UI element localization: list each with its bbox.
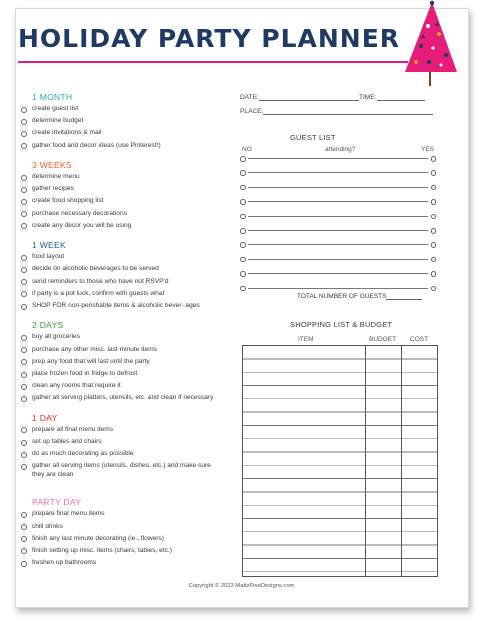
guest-row[interactable] bbox=[240, 228, 436, 236]
guest-row[interactable] bbox=[240, 185, 436, 193]
guest-name-line[interactable] bbox=[248, 230, 428, 231]
guest-no-circle[interactable] bbox=[240, 242, 246, 248]
guest-yes-circle[interactable] bbox=[431, 199, 437, 205]
checklist-item[interactable]: create any decor you will be using bbox=[20, 222, 220, 230]
checklist-section bbox=[20, 320, 220, 402]
guest-name-line[interactable] bbox=[248, 259, 428, 260]
checklist-item[interactable]: gather all serving platters, utensils, etc. and clean if necessary bbox=[20, 394, 220, 402]
total-guests-label: TOTAL NUMBER OF GUESTS bbox=[297, 293, 387, 300]
checklist-item[interactable]: SHOP FOR non-perishable items & alcoholic bever- ages bbox=[20, 302, 220, 310]
section-heading: PARTY DAY bbox=[32, 497, 82, 508]
guest-row[interactable] bbox=[240, 271, 436, 279]
guest-row[interactable] bbox=[240, 214, 436, 222]
shopping-budget-header: BUDGET bbox=[369, 336, 397, 343]
section-heading: 3 WEEKS bbox=[32, 160, 72, 171]
guest-no-circle[interactable] bbox=[240, 199, 246, 205]
copyright-text: Copyright © 2023 MattzFineDesigns.com bbox=[188, 583, 295, 589]
section-heading: 2 DAYS bbox=[32, 320, 64, 331]
checklist-item[interactable]: prepare all final menu items bbox=[20, 426, 220, 434]
guest-attending-label: attending? bbox=[325, 146, 356, 153]
checklist-item[interactable]: place frozen food in fridge to defrost bbox=[20, 370, 220, 378]
checklist-item[interactable]: set up tables and chairs bbox=[20, 438, 220, 446]
checklist-section bbox=[20, 160, 220, 230]
timeline-checklist bbox=[20, 82, 220, 571]
checklist-item[interactable]: chill drinks bbox=[20, 523, 220, 531]
date-time-row bbox=[240, 93, 425, 101]
guest-yes-label: YES bbox=[421, 146, 435, 153]
shopping-table[interactable] bbox=[242, 345, 438, 577]
checklist-item[interactable]: send reminders to those who have not RSVP'd bbox=[20, 278, 220, 286]
checklist-item[interactable]: create guest list bbox=[20, 105, 220, 113]
checklist-item[interactable]: gather recipes bbox=[20, 185, 220, 193]
checklist-section bbox=[20, 413, 220, 479]
shopping-cost-divider bbox=[401, 345, 402, 577]
section-heading: 1 MONTH bbox=[32, 92, 73, 102]
checklist-item[interactable]: prepare final menu items bbox=[20, 510, 220, 518]
place-field[interactable] bbox=[263, 107, 433, 115]
checklist-item[interactable]: purchase any other misc. last minute items bbox=[20, 346, 220, 354]
checklist-item[interactable]: determine menu bbox=[20, 173, 220, 181]
guest-name-line[interactable] bbox=[248, 158, 428, 159]
checklist-section bbox=[20, 92, 220, 150]
checklist-section bbox=[20, 497, 220, 567]
guest-yes-circle[interactable] bbox=[431, 257, 437, 263]
guest-name-line[interactable] bbox=[248, 273, 428, 274]
guest-yes-circle[interactable] bbox=[431, 185, 437, 191]
guest-row[interactable] bbox=[240, 242, 436, 250]
checklist-item[interactable]: decide on alcoholic beverages to be served bbox=[20, 265, 220, 273]
guest-name-line[interactable] bbox=[248, 288, 428, 289]
checklist-item[interactable]: if party is a pot luck, confirm with guests what bbox=[20, 290, 220, 298]
guest-no-circle[interactable] bbox=[240, 156, 246, 162]
christmas-tree-icon bbox=[393, 0, 459, 86]
checklist-item[interactable]: clean any rooms that require it bbox=[20, 382, 220, 390]
total-guests bbox=[297, 292, 422, 300]
shopping-list-title: SHOPPING LIST & BUDGET bbox=[290, 320, 393, 329]
guest-yes-circle[interactable] bbox=[431, 156, 437, 162]
title-underline bbox=[18, 61, 408, 63]
checklist-item[interactable]: create invitations & mail bbox=[20, 129, 220, 137]
checklist-item[interactable]: finish setting up misc. items (chairs, tables, etc.) bbox=[20, 547, 220, 555]
date-field[interactable] bbox=[259, 93, 359, 101]
checklist-item[interactable]: food layout bbox=[20, 253, 220, 261]
checklist-item[interactable]: finish any last minute decorating (ie., flowers) bbox=[20, 535, 220, 543]
guest-row[interactable] bbox=[240, 257, 436, 265]
total-guests-field[interactable] bbox=[386, 292, 422, 300]
guest-yes-circle[interactable] bbox=[431, 228, 437, 234]
checklist-item[interactable]: gather all serving items (utensils, dishes, etc.) and make sure they are clean bbox=[20, 462, 220, 479]
guest-no-circle[interactable] bbox=[240, 185, 246, 191]
guest-row[interactable] bbox=[240, 199, 436, 207]
guest-yes-circle[interactable] bbox=[431, 242, 437, 248]
checklist-item[interactable]: do as much decorating as possible bbox=[20, 450, 220, 458]
guest-no-circle[interactable] bbox=[240, 271, 246, 277]
section-heading: 1 DAY bbox=[32, 412, 58, 423]
guest-name-line[interactable] bbox=[248, 187, 428, 188]
checklist-item[interactable]: buy all groceries bbox=[20, 333, 220, 341]
section-heading: 1 WEEK bbox=[32, 240, 66, 251]
guest-yes-circle[interactable] bbox=[431, 271, 437, 277]
checklist-item[interactable]: gather food and decor ideas (use Pinterest!) bbox=[20, 142, 220, 150]
page-title: HOLIDAY PARTY PLANNER bbox=[18, 24, 401, 53]
shopping-cost-header: COST bbox=[410, 336, 429, 343]
guest-name-line[interactable] bbox=[248, 216, 428, 217]
guest-no-circle[interactable] bbox=[240, 228, 246, 234]
time-field[interactable] bbox=[377, 93, 425, 101]
checklist-section bbox=[20, 240, 220, 310]
guest-no-circle[interactable] bbox=[240, 170, 246, 176]
time-label: TIME: bbox=[358, 94, 377, 101]
guest-name-line[interactable] bbox=[248, 201, 428, 202]
place-row bbox=[240, 107, 433, 115]
checklist-item[interactable]: freshen up bathrooms bbox=[20, 559, 220, 567]
guest-no-label: NO bbox=[242, 146, 252, 153]
guest-no-circle[interactable] bbox=[240, 257, 246, 263]
guest-yes-circle[interactable] bbox=[431, 286, 437, 292]
guest-row[interactable] bbox=[240, 156, 436, 164]
guest-name-line[interactable] bbox=[248, 172, 428, 173]
guest-no-circle[interactable] bbox=[240, 214, 246, 220]
guest-yes-circle[interactable] bbox=[431, 170, 437, 176]
guest-no-circle[interactable] bbox=[240, 286, 246, 292]
checklist-item[interactable]: determine budget bbox=[20, 117, 220, 125]
guest-list-title: GUEST LIST bbox=[290, 133, 336, 142]
checklist-item[interactable]: purchase necessary decorations bbox=[20, 210, 220, 218]
checklist-item[interactable]: create food shopping list bbox=[20, 197, 220, 205]
guest-name-line[interactable] bbox=[248, 244, 428, 245]
shopping-budget-divider bbox=[365, 345, 366, 577]
date-label: DATE: bbox=[240, 94, 259, 101]
guest-yes-circle[interactable] bbox=[431, 214, 437, 220]
shopping-item-header: ITEM bbox=[298, 336, 314, 343]
checklist-item[interactable]: prep any food that will last until the party bbox=[20, 358, 220, 366]
guest-row[interactable] bbox=[240, 170, 436, 178]
place-label: PLACE: bbox=[240, 108, 264, 115]
